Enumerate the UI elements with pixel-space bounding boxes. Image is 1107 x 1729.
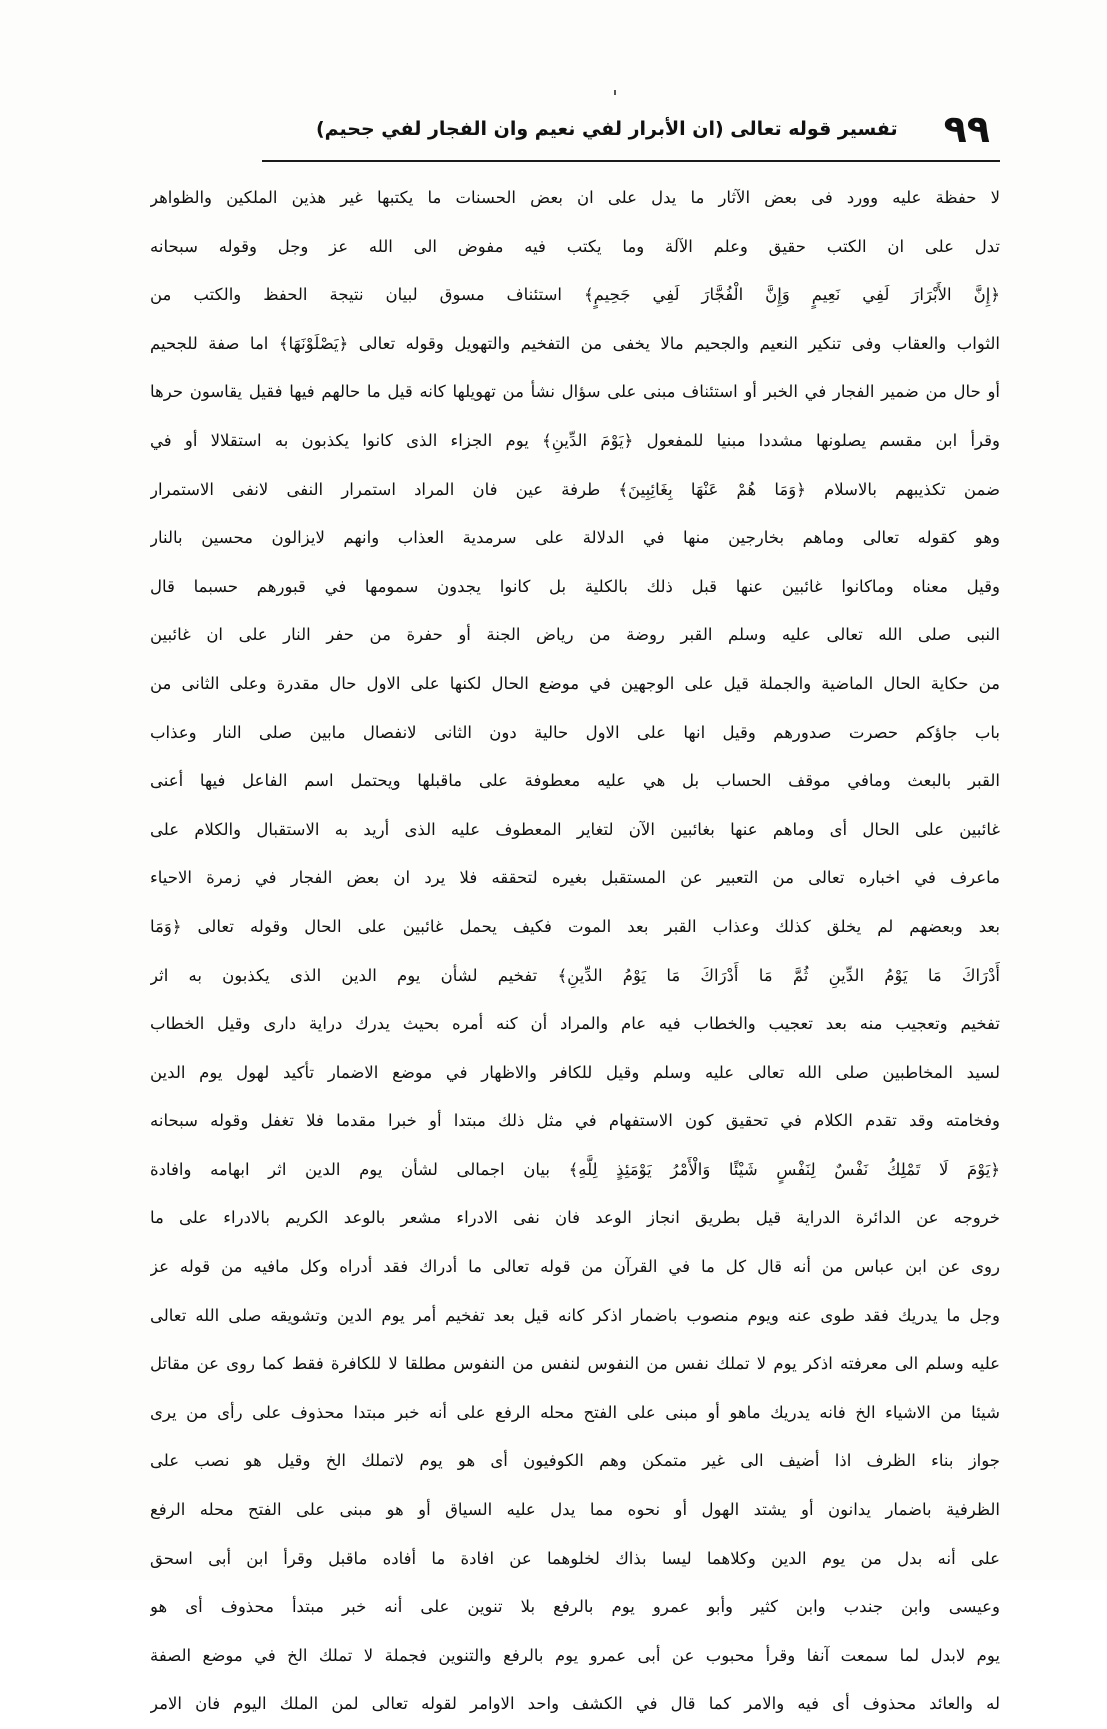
- text-line: من حكاية الحال الماضية والجملة قيل على الوجهين في موضع الحال لكنها على الاول حال مقدرة وعلى الثانى من: [150, 673, 1000, 693]
- text-line: وقرأ ابن مقسم يصلونها مشددا مبنيا للمفعول ﴿يَوْمَ الدِّينِ﴾ يوم الجزاء الذى كانوا يكذبون به استقلالا أو في: [150, 430, 1000, 450]
- body-text: [150, 174, 1000, 1729]
- header-rule: [262, 160, 1000, 162]
- text-line: الثواب والعقاب وفى تنكير النعيم والجحيم مالا يخفى من التفخيم والتهويل وقوله تعالى ﴿يَصْلَوْنَهَا﴾ اما صفة للجحيم: [150, 333, 1000, 353]
- scan-speck: [614, 90, 616, 95]
- text-line: بعد وبعضهم لم يخلق كذلك وعذاب القبر بعد الموت فكيف يحمل غائبين على الحال وقوله تعالى ﴿وَمَا: [150, 916, 1000, 936]
- text-line: يوم لابدل لما سمعت آنفا وقرأ محبوب عن أبى عمرو يوم بالرفع والتنوين فجملة لا تملك الخ في موضع الصفة: [150, 1645, 1000, 1665]
- text-line: باب جاؤكم حصرت صدورهم وقيل انها على الاول حالية دون الثانى لانفصال مابين صلى النار وعذاب: [150, 722, 1000, 742]
- text-line: غائبين على الحال أى وماهم عنها بغائبين الآن لتغاير المعطوف عليه الذى أريد به الاستقبال والكلام على: [150, 819, 1000, 839]
- page-number: ٩٩: [943, 107, 990, 151]
- text-line: القبر بالبعث ومافي موقف الحساب بل هي عليه معطوفة على ماقبلها ويحتمل اسم الفاعل فيها أعنى: [150, 771, 1000, 791]
- text-line: لا حفظة عليه وورد فى بعض الآثار ما يدل على ان بعض الحسنات ما يكتبها غير هذين الملكين والظواهر: [150, 188, 1000, 207]
- text-line: تدل على ان الكتب حقيق وعلم الآلة وما يكتب فيه مفوض الى الله عز وجل وقوله سبحانه: [150, 236, 1000, 256]
- text-line: على أنه بدل من يوم الدين وكلاهما ليسا بذاك لخلوهما عن افادة ما أفاده ماقبل وقرأ ابن أبى اسحق: [150, 1548, 1000, 1568]
- text-line: ماعرف في اخباره تعالى من التعبير عن المستقبل بغيره لتحققه فلا يرد ان بعض الفجار في زمرة الاحياء: [150, 868, 1000, 888]
- text-line: أو حال من ضمير الفجار في الخبر أو استئناف مبنى على سؤال نشأ من تهويلها كانه قيل ما حالهم فيها فقيل يقاسون حرها: [150, 382, 1000, 402]
- text-line: وجل ما يدريك فقد طوى عنه ويوم منصوب باضمار اذكر كانه قيل بعد تفخيم أمر يوم الدين وتشويقه صلى الله تعالى: [150, 1305, 1000, 1325]
- text-line: تفخيم وتعجيب منه بعد تعجيب والخطاب فيه عام والمراد أن كنه أمره بحيث يدرك دراية دارى وقيل الخطاب: [150, 1014, 1000, 1034]
- text-line: النبى صلى الله تعالى عليه وسلم القبر روضة من رياض الجنة أو حفرة من حفر النار على ان غائبين: [150, 625, 1000, 645]
- text-line: له والعائد محذوف أى فيه والامر كما قال في الكشف واحد الاوامر لقوله تعالى لمن الملك اليوم فان الامر: [150, 1694, 1000, 1714]
- page-header: [290, 103, 990, 155]
- text-line: روى عن ابن عباس من أنه قال كل ما في القرآن من قوله تعالى ما أدراك فقد أدراه وكل مافيه من قوله عز: [150, 1257, 1000, 1277]
- text-line: وعيسى وابن جندب وابن كثير وأبو عمرو يوم بالرفع بلا تنوين على أنه خبر مبتدأ محذوف أى هو: [150, 1597, 1000, 1617]
- text-line: وقيل معناه وماكانوا غائبين عنها قبل ذلك بالكلية بل كانوا يجدون سمومها في قبورهم حسبما قال: [150, 576, 1000, 596]
- text-line: عليه وسلم الى معرفته اذكر يوم لا تملك نفس من النفوس لنفس من النفوس مطلقا لا للكافرة فقط كما روى عن مقاتل: [150, 1354, 1000, 1374]
- text-line: ﴿إِنَّ الأَبْرَارَ لَفِي نَعِيمٍ وَإِنَّ الْفُجَّارَ لَفِي جَحِيمٍ﴾ استئناف مسوق لبيان نتيجة الحفظ والكتب من: [150, 285, 1000, 305]
- text-line: الظرفية باضمار يدانون أو يشتد الهول أو نحوه مما يدل عليه السياق أو هو مبنى على الفتح محله الرفع: [150, 1500, 1000, 1520]
- text-line: جواز بناء الظرف اذا أضيف الى غير متمكن وهم الكوفيون أى هو يوم لاتملك الخ وقيل هو نصب على: [150, 1451, 1000, 1471]
- text-line: وهو كقوله تعالى وماهم بخارجين منها في الدلالة على سرمدية العذاب وانهم لايزالون محسين بالنار: [150, 528, 1000, 548]
- text-line: ﴿يَوْمَ لَا تَمْلِكُ نَفْسٌ لِنَفْسٍ شَيْئًا وَالْأَمْرُ يَوْمَئِذٍ لِلَّهِ﴾ بيان اجمالى لشأن يوم الدين اثر ابهامه وافادة: [150, 1159, 1000, 1179]
- text-line: شيئا من الاشياء الخ فانه يدريك ماهو أو مبنى على الفتح محله الرفع على أنه خبر مبتدا محذوف على رأى من يرى: [150, 1402, 1000, 1422]
- running-title: تفسير قوله تعالى (ان الأبرار لفي نعيم وان الفجار لفي جحيم): [315, 118, 898, 140]
- text-line: أَدْرَاكَ مَا يَوْمُ الدِّينِ ثُمَّ مَا أَدْرَاكَ مَا يَوْمُ الدِّينِ﴾ تفخيم لشأن يوم الدين الذى يكذبون به اثر: [150, 965, 1000, 985]
- text-line: لسيد المخاطبين صلى الله تعالى عليه وسلم وقيل للكافر والاظهار في موضع الاضمار تأكيد لهول يوم الدين: [150, 1062, 1000, 1082]
- text-line: وفخامته وقد تقدم الكلام في تحقيق كون الاستفهام في مثل ذلك مبتدا أو خبرا مقدما فلا تغفل وقوله سبحانه: [150, 1111, 1000, 1131]
- text-line: ضمن تكذيبهم بالاسلام ﴿وَمَا هُمْ عَنْهَا بِغَائِبِينَ﴾ طرفة عين فان المراد استمرار النفى لانفى الاستمرار: [150, 479, 1000, 499]
- text-line: خروجه عن الدائرة الدراية قيل بطريق انجاز الوعد فان نفى الادراء مشعر بالوعد الكريم بالادراء على ما: [150, 1208, 1000, 1228]
